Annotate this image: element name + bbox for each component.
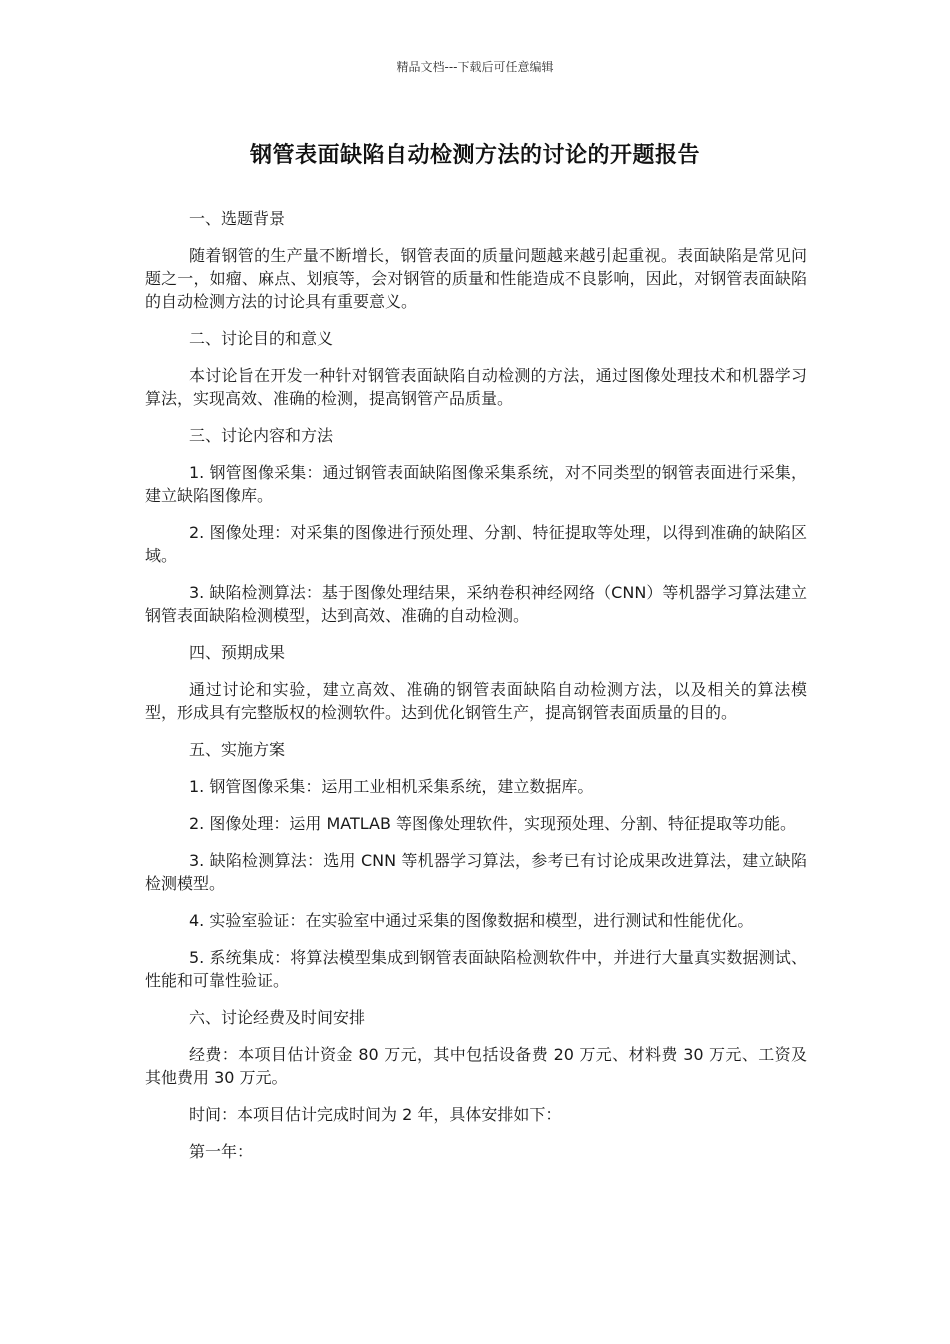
paragraph: 通过讨论和实验，建立高效、准确的钢管表面缺陷自动检测方法，以及相关的算法模型，形成具有完整版权的检测软件。达到优化钢管生产，提高钢管表面质量的目的。	[145, 680, 807, 722]
list-item: 1. 钢管图像采集：运用工业相机采集系统，建立数据库。	[189, 777, 594, 796]
section-heading-background: 一、选题背景	[189, 209, 286, 228]
paragraph: 随着钢管的生产量不断增长，钢管表面的质量问题越来越引起重视。表面缺陷是常见问题之一，如瘤、麻点、划痕等，会对钢管的质量和性能造成不良影响，因此，对钢管表面缺陷的自动检测方法的讨论具有重要意义。	[145, 246, 807, 311]
document-body	[145, 207, 807, 1177]
section-heading-expected-results: 四、预期成果	[189, 643, 286, 662]
paragraph-first-year: 第一年：	[189, 1142, 254, 1161]
list-item: 4. 实验室验证：在实验室中通过采集的图像数据和模型，进行测试和性能优化。	[189, 911, 754, 930]
paragraph-schedule: 时间：本项目估计完成时间为 2 年，具体安排如下：	[189, 1105, 562, 1124]
section-heading-content-methods: 三、讨论内容和方法	[189, 426, 334, 445]
document-title: 钢管表面缺陷自动检测方法的讨论的开题报告	[249, 143, 700, 168]
section-heading-purpose: 二、讨论目的和意义	[189, 329, 334, 348]
page-header-watermark: 精品文档---下载后可任意编辑	[396, 60, 554, 74]
list-item: 3. 缺陷检测算法：基于图像处理结果，采纳卷积神经网络（CNN）等机器学习算法建立钢管表面缺陷检测模型，达到高效、准确的自动检测。	[145, 583, 807, 625]
list-item: 1. 钢管图像采集：通过钢管表面缺陷图像采集系统，对不同类型的钢管表面进行采集，建立缺陷图像库。	[145, 463, 807, 505]
list-item: 2. 图像处理：运用 MATLAB 等图像处理软件，实现预处理、分割、特征提取等功能。	[189, 814, 797, 833]
section-heading-implementation: 五、实施方案	[189, 740, 286, 759]
paragraph: 本讨论旨在开发一种针对钢管表面缺陷自动检测的方法，通过图像处理技术和机器学习算法，实现高效、准确的检测，提高钢管产品质量。	[145, 366, 807, 408]
list-item: 5. 系统集成：将算法模型集成到钢管表面缺陷检测软件中，并进行大量真实数据测试、性能和可靠性验证。	[145, 948, 807, 990]
paragraph-budget: 经费：本项目估计资金 80 万元，其中包括设备费 20 万元、材料费 30 万元、工资及其他费用 30 万元。	[145, 1045, 807, 1087]
list-item: 3. 缺陷检测算法：选用 CNN 等机器学习算法，参考已有讨论成果改进算法，建立缺陷检测模型。	[145, 851, 807, 893]
section-heading-budget-schedule: 六、讨论经费及时间安排	[189, 1008, 366, 1027]
list-item: 2. 图像处理：对采集的图像进行预处理、分割、特征提取等处理，以得到准确的缺陷区域。	[145, 523, 807, 565]
